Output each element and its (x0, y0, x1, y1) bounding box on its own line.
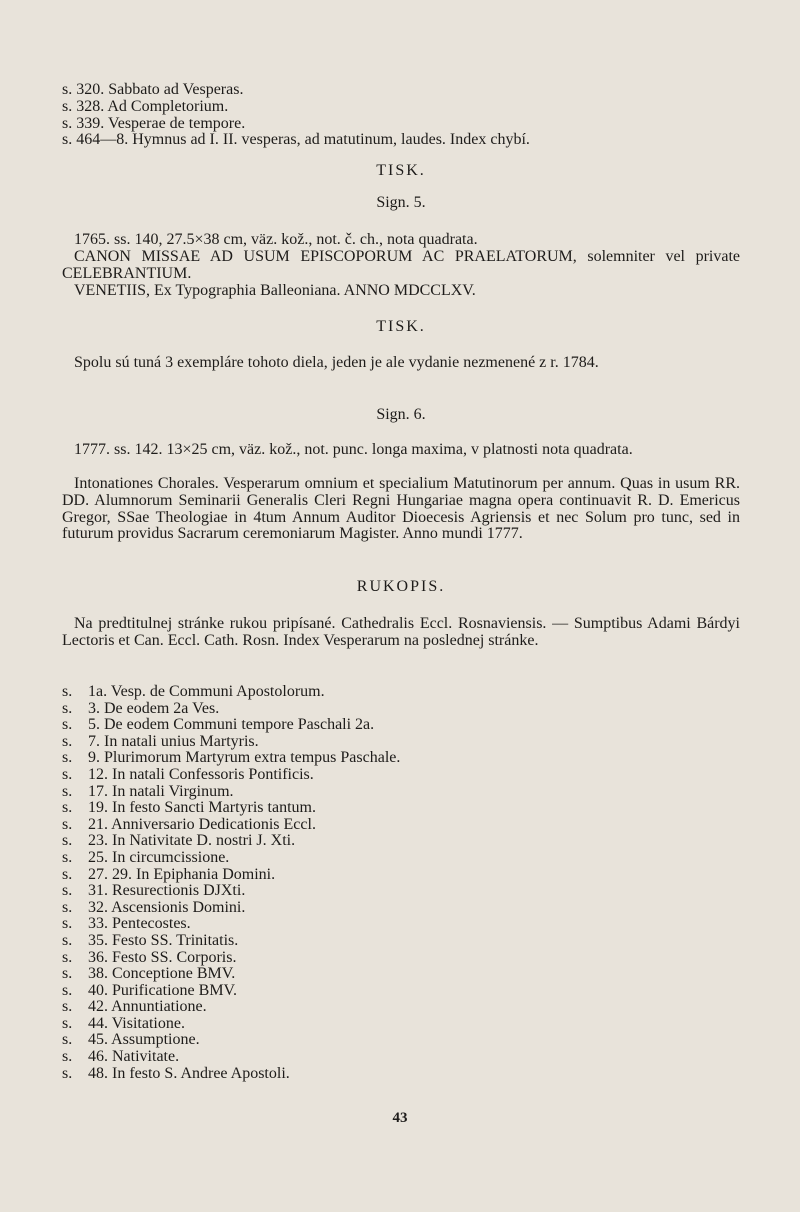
note: Spolu sú tuná 3 exempláre tohoto diela, jeden je ale vydanie nezmenené z r. 1784. (74, 354, 599, 371)
entry-text: 19. In festo Sancti Martyris tantum. (88, 799, 316, 817)
signature-label: Sign. 6. (376, 406, 426, 423)
list-item (62, 767, 400, 784)
entry-text: 32. Ascensionis Domini. (88, 898, 246, 916)
entry-text: 1a. Vesp. de Communi Apostolorum. (88, 683, 325, 700)
page-prefix: s. (62, 799, 73, 817)
list-item (62, 900, 400, 917)
page-prefix: s. (62, 965, 73, 983)
description: 1765. ss. 140, 27.5×38 cm, väz. kož., not. č. ch., nota quadrata. (74, 231, 478, 248)
list-item (62, 717, 400, 734)
book-title: Intonationes Chorales. Vesperarum omnium et specialium Matutinorum per annum. Quas in usum RR. DD. Alumnorum Seminarii Generalis Cleri Regni Hungariae magna opera continuavit R. D. Emericus Gregor, SSae Theologiae in 4tum Annum Auditor Dioecesis Agriensis et nec Solum pro tunc, sed in futurum providus Sacrarum ceremoniarum Magister. Anno mundi 1777. (62, 475, 740, 543)
entry-text: 36. Festo SS. Corporis. (88, 948, 237, 966)
entry-text: 9. Plurimorum Martyrum extra tempus Paschale. (88, 749, 401, 767)
signature-label: Sign. 5. (376, 194, 426, 211)
entry-text: 48. In festo S. Andree Apostoli. (88, 1064, 290, 1082)
entry-text: 17. In natali Virginum. (88, 782, 234, 800)
page-prefix: s. (62, 749, 73, 767)
page-prefix: s. (62, 865, 73, 883)
entry-text: 23. In Nativitate D. nostri J. Xti. (88, 832, 296, 850)
entry-text: 25. In circumcissione. (88, 848, 230, 866)
page-prefix: s. (62, 848, 73, 866)
page-prefix: s. (62, 948, 73, 966)
page-prefix: s. (62, 882, 73, 900)
entry-text: 38. Conceptione BMV. (88, 965, 236, 983)
entry-text: 42. Annuntiatione. (88, 998, 207, 1016)
page-prefix: s. (62, 1014, 73, 1032)
list-item (62, 1049, 400, 1066)
page-prefix: s. (62, 1064, 73, 1082)
page-prefix: s. (62, 782, 73, 800)
list-item (62, 784, 400, 801)
list-item (62, 850, 400, 867)
page-prefix: s. (62, 981, 73, 999)
page-prefix: s. (62, 915, 73, 933)
top-lines (62, 82, 740, 149)
list-item (62, 833, 400, 850)
index-list (62, 684, 400, 1082)
list-item (62, 867, 400, 884)
entry-text: 3. De eodem 2a Ves. (88, 699, 220, 717)
page-prefix: s. (62, 732, 73, 750)
list-item (62, 950, 400, 967)
entry-text: 21. Anniversario Dedicationis Eccl. (88, 815, 316, 833)
list-item (62, 883, 400, 900)
list-item (62, 1066, 400, 1083)
entry-text: 44. Visitatione. (88, 1014, 185, 1032)
text-line: s. 464—8. Hymnus ad I. II. vesperas, ad matutinum, laudes. Index chybí. (62, 131, 530, 149)
entry-text: 46. Nativitate. (88, 1048, 180, 1066)
page-prefix: s. (62, 832, 73, 850)
list-item (62, 983, 400, 1000)
entry-text: 45. Assumptione. (88, 1031, 200, 1049)
list-item (62, 750, 400, 767)
list-item (62, 1032, 400, 1049)
entry-text: 12. In natali Confessoris Pontificis. (88, 765, 314, 783)
entry-text: 31. Resurectionis DJXti. (88, 882, 246, 900)
imprint: VENETIIS, Ex Typographia Balleoniana. ANNO MDCCLXV. (74, 282, 476, 299)
list-item (62, 734, 400, 751)
page-prefix: s. (62, 683, 73, 700)
section-heading: RUKOPIS. (356, 578, 446, 595)
page-prefix: s. (62, 815, 73, 833)
section-heading: TISK. (376, 318, 426, 335)
list-item (62, 966, 400, 983)
page-prefix: s. (62, 1048, 73, 1066)
list-item (62, 933, 400, 950)
page-prefix: s. (62, 931, 73, 949)
entry-text: 27. 29. In Epiphania Domini. (88, 865, 276, 883)
page-prefix: s. (62, 998, 73, 1016)
entry-text: 7. In natali unius Martyris. (88, 732, 259, 750)
text-line: s. 339. Vesperae de tempore. (62, 114, 246, 132)
list-item (62, 817, 400, 834)
page-prefix: s. (62, 716, 73, 734)
description: 1777. ss. 142. 13×25 cm, väz. kož., not. punc. longa maxima, v platnosti nota quadrata. (74, 441, 633, 458)
list-item (62, 701, 400, 718)
page-prefix: s. (62, 898, 73, 916)
entry-text: 33. Pentecostes. (88, 915, 191, 933)
page-prefix: s. (62, 765, 73, 783)
page-prefix: s. (62, 1031, 73, 1049)
entry-text: 40. Purificatione BMV. (88, 981, 238, 999)
page-prefix: s. (62, 699, 73, 717)
list-item (62, 999, 400, 1016)
list-item (62, 916, 400, 933)
list-item (62, 1016, 400, 1033)
page-number: 43 (392, 1110, 408, 1126)
entry-text: 35. Festo SS. Trinitatis. (88, 931, 239, 949)
entry-text: 5. De eodem Communi tempore Paschali 2a. (88, 716, 375, 734)
list-item (62, 684, 400, 701)
book-title: CANON MISSAE AD USUM EPISCOPORUM AC PRAELATORUM, solemniter vel private CELEBRANTIUM. (62, 248, 740, 282)
list-item (62, 800, 400, 817)
note: Na predtitulnej stránke rukou pripísané. Cathedralis Eccl. Rosnaviensis. — Sumptibus Adami Bárdyi Lectoris et Can. Eccl. Cath. Rosn. Index Vesperarum na poslednej stránke. (62, 615, 740, 649)
text-line: s. 320. Sabbato ad Vesperas. (62, 81, 244, 98)
section-heading: TISK. (376, 162, 426, 179)
text-line: s. 328. Ad Completorium. (62, 97, 229, 115)
